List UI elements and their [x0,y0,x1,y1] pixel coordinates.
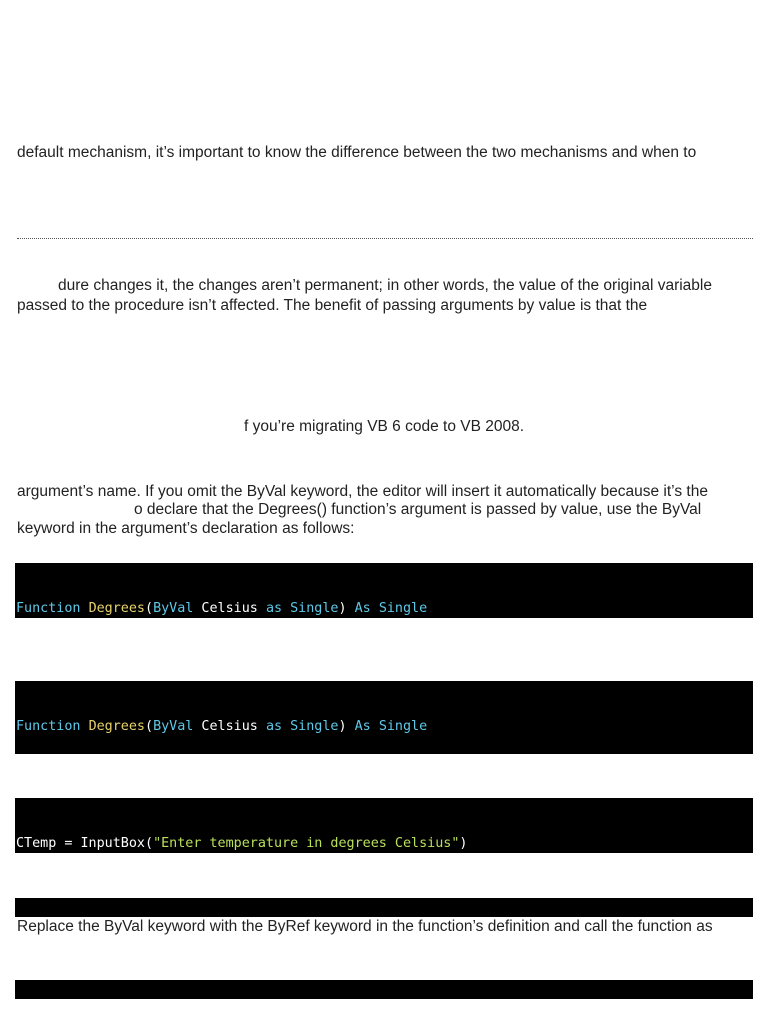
paragraph-argument-line-3: keyword in the argument’s declaration as follows: [17,520,355,537]
code-block-degrees-byval [15,563,753,618]
paragraph-argument-line-2: o declare that the Degrees() function’s argument is passed by value, use the ByVal [134,501,702,518]
code-block-degrees-modify [15,681,753,754]
code-keyword: Function [16,601,81,616]
code-line: Function Degrees(ByVal Celsius as Single) As Single [16,719,428,734]
code-keyword: as [265,719,283,734]
code-keyword: Single [378,601,428,616]
code-keyword: Single [378,719,428,734]
code-string: "Enter temperature in degrees Celsius" [153,836,460,851]
paragraph-migrating-note: f you’re migrating VB 6 code to VB 2008. [244,418,525,435]
dotted-divider [17,238,753,239]
paragraph-default-mechanism: default mechanism, it’s important to know the difference between the two mechanisms and when to [17,144,697,161]
code-block-celsius-assign [15,980,753,999]
paragraph-argument-line-1: argument’s name. If you omit the ByVal keyword, the editor will insert it automatically because it’s the [17,483,708,500]
code-keyword: Function [16,719,81,734]
code-block-output [15,898,753,917]
paragraph-byval-line-1: dure changes it, the changes aren’t permanent; in other words, the value of the original variable [58,277,712,294]
code-line: Function Degrees(ByVal Celsius as Single) As Single [16,601,428,616]
code-keyword: As [354,601,371,616]
code-keyword: ByVal [153,601,194,616]
code-keyword: ByVal [153,719,194,734]
code-function-name: Degrees [88,719,145,734]
code-block-call-degrees [15,798,753,853]
code-keyword: Single [290,601,339,616]
code-function-name: Degrees [88,601,145,616]
code-keyword: As [354,719,371,734]
code-keyword: as [265,601,283,616]
code-line: CTemp = InputBox("Enter temperature in degrees Celsius") [16,836,468,851]
paragraph-replace-byval: Replace the ByVal keyword with the ByRef keyword in the function’s definition and call the function as [17,918,713,935]
code-keyword: Single [290,719,339,734]
paragraph-byval-line-2: passed to the procedure isn’t affected. The benefit of passing arguments by value is that the [17,297,648,314]
